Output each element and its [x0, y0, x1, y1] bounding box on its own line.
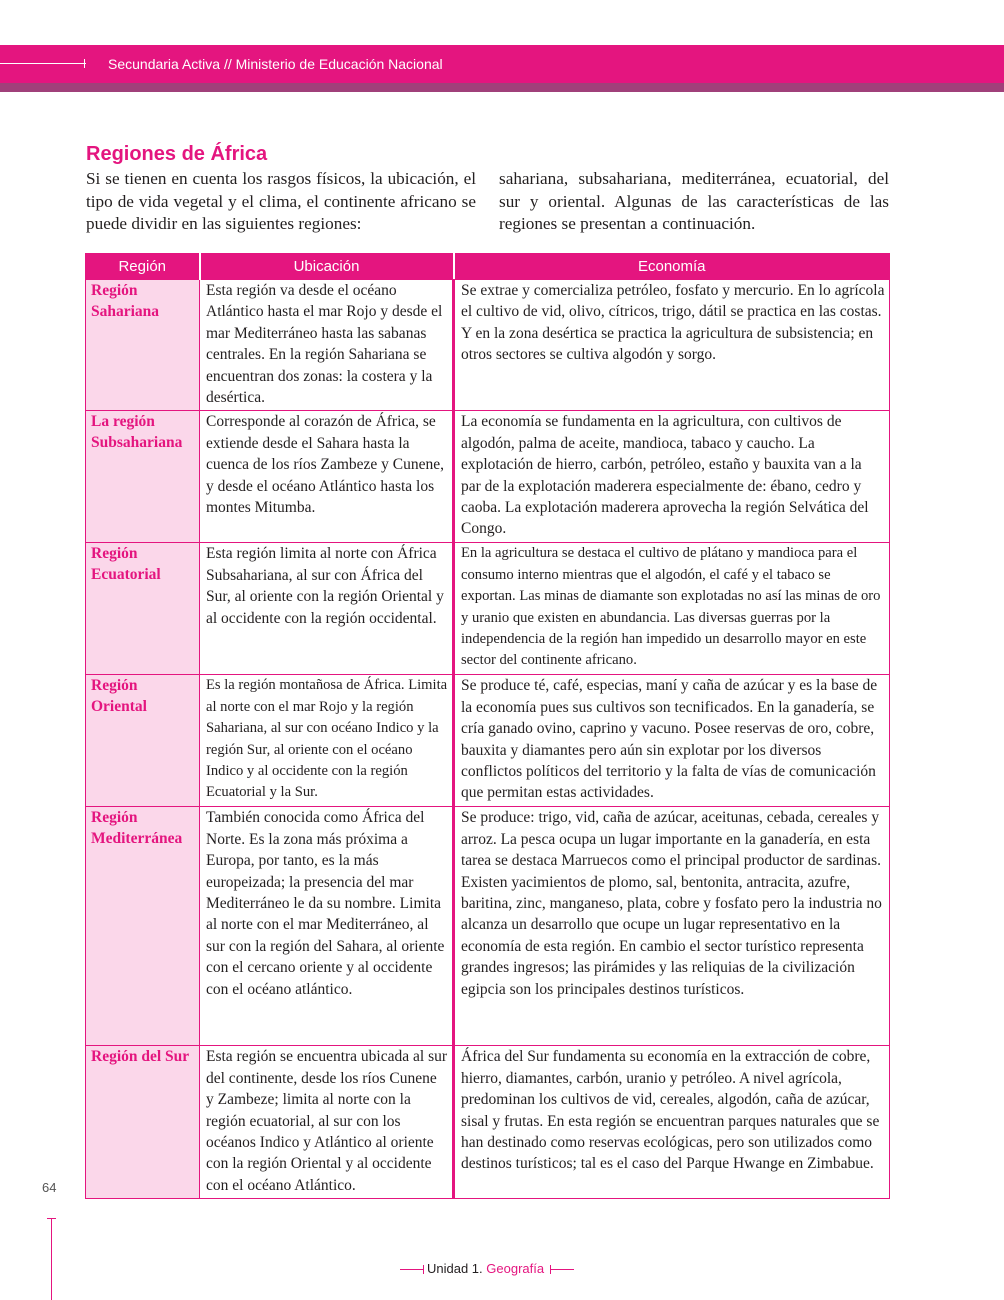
table-row: [86, 411, 890, 543]
ubicacion-cell: Es la región montañosa de África. Limita al norte con el mar Rojo y la región Sahariana, al sur con océano Indico y la región Sur, al oriente con el océano Indico y al occidente con la región Ecuatorial y la Sur.: [200, 675, 454, 807]
header-rule: [0, 63, 86, 64]
page-title: Regiones de África: [86, 143, 268, 165]
region-name: Región Sahariana: [86, 280, 200, 411]
header-rule-tick: [84, 59, 85, 68]
economia-cell: La economía se fundamenta en la agricultura, con cultivos de algodón, palma de aceite, mandioca, tabaco y caucho. La explotación de hierro, carbón, petróleo, estaño y bauxita van a la par de la explotación maderera especialmente de: ébano, cedro y caoba. La explotación maderera aprovecha la región Selvática del Congo.: [454, 411, 890, 543]
ubicacion-cell: Esta región se encuentra ubicada al sur del continente, desde los ríos Cunene y Zambeze; limita al norte con la región ecuatorial, al sur con los océanos Indico y Atlántico al oriente con la región Oriental y al occidente con el océano Atlántico.: [200, 1046, 454, 1199]
table-header-row: [86, 253, 890, 280]
table-row: [86, 280, 890, 411]
regions-table: [85, 253, 890, 1199]
footer-rule-right: [550, 1269, 574, 1270]
table-row: [86, 675, 890, 807]
economia-cell: En la agricultura se destaca el cultivo de plátano y mandioca para el consumo interno mientras que el algodón, el café y el tabaco se exportan. Las minas de diamante son explotadas no así las minas de oro y uranio que existen en abundancia. Las diversas guerras por la independencia de la región han impedido un desarrollo mayor en este sector del continente africano.: [454, 543, 890, 675]
footer-rule-left: [400, 1269, 424, 1270]
economia-paragraph: Existen yacimientos de plomo, sal, bentonita, antracita, azufre, baritina, zinc, manganeso, plata, cobre y fosfato pero la industria no alcanza un desarrollo que ocupe un lugar representativo en la economía de esta región. En cambio el sector turístico representa grandes ingresos; las pirámides y las reliquias de la civilización egipcia son los principales destinos turísticos.: [461, 873, 882, 998]
header-title: Secundaria Activa // Ministerio de Educación Nacional: [108, 56, 443, 72]
region-name: Región Oriental: [86, 675, 200, 807]
economia-cell: Se produce té, café, especias, maní y caña de azúcar y es la base de la economía pues sus cultivos son tecnificados. En la ganadería, se cría ganado ovino, caprino y vacuno. Posee reservas de oro, cobre, bauxita y diamantes pero aún sin explotar por los diversos conflictos políticos del territorio y la falta de vías de comunicación que permitan estas actividades.: [454, 675, 890, 807]
table-row: [86, 807, 890, 1046]
economia-paragraph: Se produce: trigo, vid, caña de azúcar, aceitunas, cebada, cereales y arroz. La pesca ocupa un lugar importante en la ganadería, en esta tarea se destaca Marruecos como el principal productor de sardinas.: [461, 809, 882, 870]
intro-paragraph-left: Si se tienen en cuenta los rasgos físicos, la ubicación, el tipo de vida vegetal y el clima, el continente africano se puede dividir en las siguientes regiones:: [86, 169, 476, 233]
region-name: Región Mediterránea: [86, 807, 200, 1046]
column-header-region: Región: [86, 253, 200, 280]
footer-subject: Geografía: [486, 1261, 545, 1276]
ubicacion-cell: También conocida como África del Norte. Es la zona más próxima a Europa, por tanto, es la más europeizada; la presencia del mar Mediterráneo le da su nombre. Limita al norte con el mar Mediterráneo, al sur con la región del Sahara, al oriente con el cercano oriente y al occidente con el océano atlántico.: [200, 807, 454, 1046]
margin-rule: [51, 1218, 52, 1300]
footer: [400, 1261, 575, 1277]
column-header-ubicacion: Ubicación: [200, 253, 454, 280]
region-name: La región Subsahariana: [86, 411, 200, 543]
economia-cell: Se extrae y comercializa petróleo, fosfato y mercurio. En lo agrícola el cultivo de vid, olivo, cítricos, trigo, dátil se practica en las costas. Y en la zona desértica se practica la agricultura de subsistencia; en otros sectores se cultiva algodón y sorgo.: [454, 280, 890, 411]
ubicacion-cell: Esta región limita al norte con África Subsahariana, al sur con África del Sur, al oriente con la región Oriental y al occidente con la región occidental.: [200, 543, 454, 675]
intro-paragraph-right: sahariana, subsahariana, mediterránea, ecuatorial, del sur y oriental. Algunas de las características de las regiones se presentan a continuación.: [499, 169, 889, 233]
column-header-economia: Economía: [454, 253, 890, 280]
region-name: Región del Sur: [86, 1046, 200, 1199]
header-shadow-band: [0, 83, 1004, 92]
footer-text: [427, 1261, 544, 1276]
footer-rule-tick-left: [423, 1265, 424, 1274]
ubicacion-cell: Corresponde al corazón de África, se extiende desde el Sahara hasta la cuenca de los ríos Zambeze y Cunene, y desde el océano Atlántico hasta los montes Mitumba.: [200, 411, 454, 543]
page-number: 64: [42, 1180, 57, 1195]
table-row: [86, 1046, 890, 1199]
ubicacion-cell: Esta región va desde el océano Atlántico hasta el mar Rojo y desde el mar Mediterráneo hasta las sabanas centrales. En la región Sahariana se encuentran dos zonas: la costera y la desértica.: [200, 280, 454, 411]
region-name: Región Ecuatorial: [86, 543, 200, 675]
footer-unit: Unidad 1.: [427, 1261, 483, 1276]
table-row: [86, 543, 890, 675]
economia-cell: África del Sur fundamenta su economía en la extracción de cobre, hierro, diamantes, carbón, uranio y petróleo. A nivel agrícola, predominan los cultivos de vid, cereales, algodón, caña de azúcar, sisal y frutas. En esta región se encuentran parques naturales que se han destinado como reservas ecológicas, pero son utilizados como destinos turísticos; tal es el caso del Parque Hwange en Zimbabue.: [454, 1046, 890, 1199]
economia-cell: [454, 807, 890, 1046]
